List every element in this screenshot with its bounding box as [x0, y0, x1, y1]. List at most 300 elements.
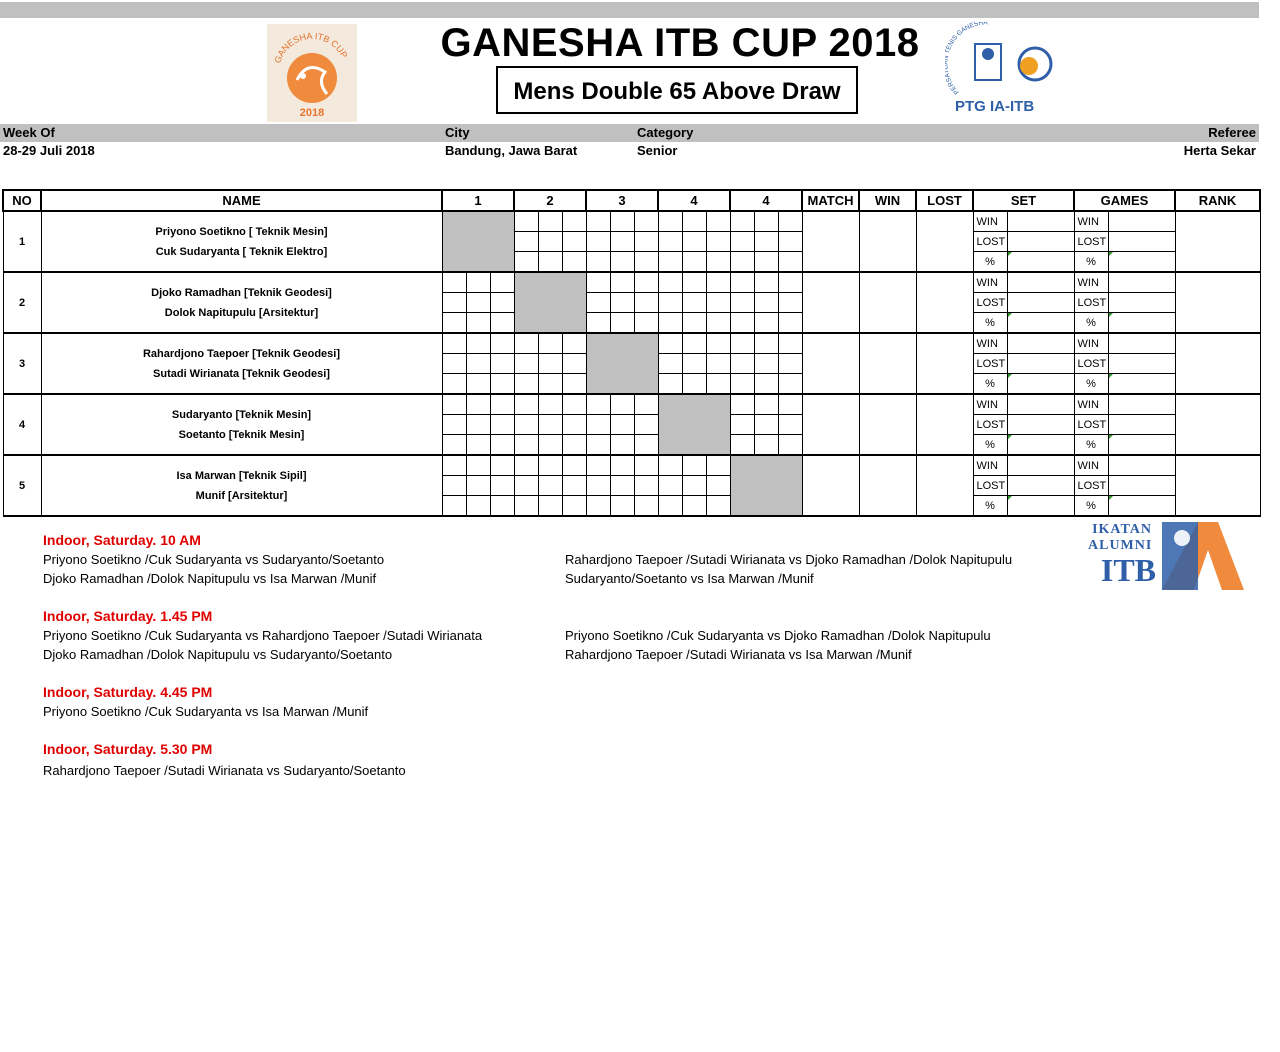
win-cell[interactable]: [859, 272, 916, 333]
set-win-value[interactable]: [1007, 455, 1074, 476]
set-pct-value[interactable]: [1007, 313, 1074, 334]
match-cell[interactable]: [802, 394, 859, 455]
win-cell[interactable]: [859, 394, 916, 455]
score-cell[interactable]: [682, 313, 706, 334]
city-label: City: [445, 125, 470, 140]
score-cell[interactable]: [682, 476, 706, 496]
score-cell[interactable]: [466, 394, 490, 415]
set-lost-label: LOST: [973, 415, 1007, 435]
svg-text:GANESHA ITB CUP: GANESHA ITB CUP: [272, 30, 350, 65]
score-cell[interactable]: [538, 394, 562, 415]
score-cell[interactable]: [586, 435, 610, 456]
score-cell[interactable]: [562, 333, 586, 354]
set-win-value[interactable]: [1007, 211, 1074, 232]
score-cell[interactable]: [610, 415, 634, 435]
row-number: 2: [3, 272, 41, 333]
score-cell[interactable]: [658, 374, 682, 395]
score-cell[interactable]: [706, 374, 730, 395]
score-cell[interactable]: [682, 374, 706, 395]
score-cell[interactable]: [442, 272, 466, 293]
score-cell[interactable]: [538, 455, 562, 476]
score-cell[interactable]: [754, 272, 778, 293]
player-2: Cuk Sudaryanta [ Teknik Elektro]: [155, 245, 328, 258]
score-cell[interactable]: [538, 252, 562, 273]
rank-cell[interactable]: [1175, 455, 1260, 516]
games-lost-label: LOST: [1074, 415, 1108, 435]
score-cell[interactable]: [586, 313, 610, 334]
score-cell[interactable]: [442, 455, 466, 476]
score-cell[interactable]: [778, 374, 802, 395]
set-pct-label: %: [973, 435, 1007, 456]
set-win-value[interactable]: [1007, 333, 1074, 354]
score-cell[interactable]: [466, 374, 490, 395]
score-cell[interactable]: [682, 232, 706, 252]
score-cell[interactable]: [586, 476, 610, 496]
match-cell[interactable]: [802, 455, 859, 516]
score-cell[interactable]: [562, 232, 586, 252]
player-2: Munif [Arsitektur]: [195, 489, 288, 502]
schedule-match: Priyono Soetikno /Cuk Sudaryanta vs Rahardjono Taepoer /Sutadi Wirianata: [43, 628, 483, 643]
comment-marker-icon: [1007, 374, 1013, 380]
score-cell[interactable]: [490, 455, 514, 476]
score-cell[interactable]: [706, 293, 730, 313]
score-cell[interactable]: [658, 232, 682, 252]
score-cell[interactable]: [586, 394, 610, 415]
player-1: Priyono Soetikno [ Teknik Mesin]: [155, 225, 328, 238]
set-pct-value[interactable]: [1007, 435, 1074, 456]
score-cell[interactable]: [706, 333, 730, 354]
score-cell[interactable]: [754, 313, 778, 334]
score-cell[interactable]: [442, 415, 466, 435]
score-cell[interactable]: [586, 455, 610, 476]
score-cell[interactable]: [514, 455, 538, 476]
lost-cell[interactable]: [916, 333, 973, 394]
schedule-match: Rahardjono Taepoer /Sutadi Wirianata vs Sudaryanto/Soetanto: [43, 763, 406, 778]
score-cell[interactable]: [634, 211, 658, 232]
header-no: NO: [3, 190, 41, 211]
score-cell[interactable]: [634, 293, 658, 313]
score-cell[interactable]: [730, 354, 754, 374]
score-cell[interactable]: [706, 354, 730, 374]
category-value: Senior: [637, 143, 678, 158]
games-pct-label: %: [1074, 313, 1108, 334]
score-cell[interactable]: [730, 272, 754, 293]
header-round-5: 4: [730, 190, 802, 211]
ptg-logo: [945, 22, 1065, 117]
set-pct-value[interactable]: [1007, 496, 1074, 517]
score-cell[interactable]: [466, 476, 490, 496]
score-cell[interactable]: [562, 496, 586, 517]
score-cell[interactable]: [466, 455, 490, 476]
score-cell[interactable]: [730, 374, 754, 395]
score-cell[interactable]: [538, 476, 562, 496]
rank-cell[interactable]: [1175, 211, 1260, 272]
score-cell[interactable]: [562, 435, 586, 456]
score-cell[interactable]: [466, 293, 490, 313]
row-number: 1: [3, 211, 41, 272]
player-1: Isa Marwan [Teknik Sipil]: [176, 469, 307, 482]
games-win-value[interactable]: [1108, 455, 1175, 476]
score-cell[interactable]: [490, 496, 514, 517]
score-cell[interactable]: [562, 455, 586, 476]
ganesha-cup-logo: [267, 24, 357, 122]
score-cell[interactable]: [730, 415, 754, 435]
score-cell[interactable]: [754, 211, 778, 232]
score-cell[interactable]: [610, 313, 634, 334]
lost-cell[interactable]: [916, 455, 973, 516]
set-win-value[interactable]: [1007, 394, 1074, 415]
games-lost-label: LOST: [1074, 232, 1108, 252]
set-win-label: WIN: [973, 455, 1007, 476]
score-cell[interactable]: [730, 313, 754, 334]
score-cell[interactable]: [586, 415, 610, 435]
score-cell[interactable]: [466, 496, 490, 517]
score-cell[interactable]: [490, 293, 514, 313]
score-cell[interactable]: [610, 293, 634, 313]
set-pct-value[interactable]: [1007, 374, 1074, 395]
score-cell[interactable]: [586, 496, 610, 517]
score-cell[interactable]: [562, 354, 586, 374]
score-cell[interactable]: [706, 252, 730, 273]
score-cell[interactable]: [610, 211, 634, 232]
score-cell[interactable]: [682, 211, 706, 232]
score-cell[interactable]: [658, 476, 682, 496]
comment-marker-icon: [1108, 374, 1114, 380]
table-row: [3, 272, 1260, 293]
score-cell[interactable]: [442, 435, 466, 456]
score-cell[interactable]: [538, 496, 562, 517]
set-win-label: WIN: [973, 272, 1007, 293]
referee-label: Referee: [1208, 125, 1256, 140]
rank-cell[interactable]: [1175, 394, 1260, 455]
score-cell[interactable]: [610, 252, 634, 273]
score-cell[interactable]: [754, 333, 778, 354]
games-lost-label: LOST: [1074, 476, 1108, 496]
score-cell[interactable]: [658, 272, 682, 293]
score-cell[interactable]: [754, 252, 778, 273]
set-lost-value[interactable]: [1007, 232, 1074, 252]
logo-line1: IKATAN: [1092, 522, 1152, 537]
row-number: 4: [3, 394, 41, 455]
score-cell[interactable]: [466, 272, 490, 293]
score-cell[interactable]: [754, 415, 778, 435]
games-lost-value[interactable]: [1108, 415, 1175, 435]
score-cell[interactable]: [634, 415, 658, 435]
score-cell[interactable]: [538, 415, 562, 435]
score-cell[interactable]: [490, 415, 514, 435]
score-cell[interactable]: [706, 476, 730, 496]
score-cell[interactable]: [514, 252, 538, 273]
score-cell[interactable]: [682, 354, 706, 374]
score-cell[interactable]: [634, 313, 658, 334]
score-cell[interactable]: [754, 374, 778, 395]
games-lost-value[interactable]: [1108, 293, 1175, 313]
set-lost-value[interactable]: [1007, 415, 1074, 435]
score-cell[interactable]: [610, 496, 634, 517]
score-cell[interactable]: [514, 211, 538, 232]
score-cell[interactable]: [634, 272, 658, 293]
score-cell[interactable]: [586, 252, 610, 273]
games-win-label: WIN: [1074, 272, 1108, 293]
score-cell[interactable]: [442, 293, 466, 313]
score-cell[interactable]: [754, 394, 778, 415]
set-pct-label: %: [973, 313, 1007, 334]
games-win-value[interactable]: [1108, 211, 1175, 232]
score-cell[interactable]: [538, 333, 562, 354]
score-cell[interactable]: [586, 293, 610, 313]
score-cell[interactable]: [634, 232, 658, 252]
score-cell[interactable]: [490, 333, 514, 354]
match-cell[interactable]: [802, 211, 859, 272]
score-cell[interactable]: [634, 455, 658, 476]
score-cell[interactable]: [562, 374, 586, 395]
week-value: 28-29 Juli 2018: [3, 143, 95, 158]
score-cell[interactable]: [658, 293, 682, 313]
score-cell[interactable]: [562, 476, 586, 496]
score-cell[interactable]: [466, 415, 490, 435]
score-cell[interactable]: [514, 496, 538, 517]
score-cell[interactable]: [706, 455, 730, 476]
score-cell[interactable]: [658, 313, 682, 334]
score-cell[interactable]: [778, 232, 802, 252]
score-cell[interactable]: [514, 333, 538, 354]
games-win-value[interactable]: [1108, 333, 1175, 354]
score-cell[interactable]: [514, 435, 538, 456]
score-cell[interactable]: [490, 394, 514, 415]
score-cell[interactable]: [778, 415, 802, 435]
self-match-cell: [514, 272, 586, 333]
score-cell[interactable]: [442, 354, 466, 374]
score-cell[interactable]: [490, 435, 514, 456]
score-cell[interactable]: [658, 455, 682, 476]
header-round-2: 2: [514, 190, 586, 211]
score-cell[interactable]: [682, 496, 706, 517]
score-cell[interactable]: [778, 272, 802, 293]
header-lost: LOST: [916, 190, 973, 211]
set-lost-value[interactable]: [1007, 354, 1074, 374]
rank-cell[interactable]: [1175, 272, 1260, 333]
score-cell[interactable]: [682, 333, 706, 354]
score-cell[interactable]: [562, 394, 586, 415]
match-cell[interactable]: [802, 272, 859, 333]
svg-text:PTG IA-ITB: PTG IA-ITB: [955, 98, 1035, 115]
score-cell[interactable]: [658, 354, 682, 374]
table-row: [3, 394, 1260, 415]
set-lost-value[interactable]: [1007, 476, 1074, 496]
header-round-3: 3: [586, 190, 658, 211]
score-cell[interactable]: [778, 211, 802, 232]
score-cell[interactable]: [442, 496, 466, 517]
score-cell[interactable]: [466, 435, 490, 456]
games-pct-value[interactable]: [1108, 313, 1175, 334]
lost-cell[interactable]: [916, 272, 973, 333]
set-pct-value[interactable]: [1007, 252, 1074, 273]
header-name: NAME: [41, 190, 442, 211]
schedule-match: Sudaryanto/Soetanto vs Isa Marwan /Munif: [565, 571, 814, 586]
lost-cell[interactable]: [916, 394, 973, 455]
score-cell[interactable]: [442, 313, 466, 334]
games-pct-label: %: [1074, 496, 1108, 517]
score-cell[interactable]: [466, 333, 490, 354]
games-pct-value[interactable]: [1108, 496, 1175, 517]
score-cell[interactable]: [514, 374, 538, 395]
logo-line3: ITB: [1100, 552, 1156, 588]
score-cell[interactable]: [610, 476, 634, 496]
player-2: Soetanto [Teknik Mesin]: [178, 428, 305, 441]
win-cell[interactable]: [859, 333, 916, 394]
score-cell[interactable]: [562, 211, 586, 232]
score-cell[interactable]: [658, 211, 682, 232]
comment-marker-icon: [1108, 435, 1114, 441]
score-cell[interactable]: [778, 394, 802, 415]
score-cell[interactable]: [610, 435, 634, 456]
score-cell[interactable]: [634, 496, 658, 517]
score-cell[interactable]: [754, 232, 778, 252]
games-win-label: WIN: [1074, 333, 1108, 354]
set-pct-label: %: [973, 252, 1007, 273]
score-cell[interactable]: [562, 252, 586, 273]
score-cell[interactable]: [538, 232, 562, 252]
games-pct-label: %: [1074, 252, 1108, 273]
games-lost-value[interactable]: [1108, 232, 1175, 252]
score-cell[interactable]: [514, 394, 538, 415]
header-games: GAMES: [1074, 190, 1175, 211]
score-cell[interactable]: [730, 293, 754, 313]
score-cell[interactable]: [490, 313, 514, 334]
self-match-cell: [442, 211, 514, 272]
header-rank: RANK: [1175, 190, 1260, 211]
games-lost-value[interactable]: [1108, 476, 1175, 496]
header-win: WIN: [859, 190, 916, 211]
player-2: Sutadi Wirianata [Teknik Geodesi]: [153, 367, 330, 380]
score-cell[interactable]: [730, 252, 754, 273]
score-cell[interactable]: [538, 354, 562, 374]
score-cell[interactable]: [658, 496, 682, 517]
score-cell[interactable]: [514, 232, 538, 252]
score-cell[interactable]: [490, 272, 514, 293]
player-1: Djoko Ramadhan [Teknik Geodesi]: [151, 286, 332, 299]
score-cell[interactable]: [514, 415, 538, 435]
score-cell[interactable]: [514, 354, 538, 374]
score-cell[interactable]: [538, 435, 562, 456]
games-pct-value[interactable]: [1108, 252, 1175, 273]
score-cell[interactable]: [754, 354, 778, 374]
score-cell[interactable]: [706, 272, 730, 293]
score-cell[interactable]: [778, 435, 802, 456]
win-cell[interactable]: [859, 455, 916, 516]
score-cell[interactable]: [778, 293, 802, 313]
score-cell[interactable]: [442, 394, 466, 415]
score-cell[interactable]: [730, 211, 754, 232]
score-cell[interactable]: [706, 232, 730, 252]
score-cell[interactable]: [490, 476, 514, 496]
score-cell[interactable]: [706, 313, 730, 334]
schedule-slot-title: Indoor, Saturday. 5.30 PM: [43, 741, 213, 757]
score-cell[interactable]: [538, 211, 562, 232]
score-cell[interactable]: [562, 415, 586, 435]
set-win-value[interactable]: [1007, 272, 1074, 293]
score-cell[interactable]: [730, 394, 754, 415]
match-cell[interactable]: [802, 333, 859, 394]
score-cell[interactable]: [682, 293, 706, 313]
score-cell[interactable]: [610, 232, 634, 252]
games-win-label: WIN: [1074, 394, 1108, 415]
table-header-row: [3, 190, 1260, 211]
score-cell[interactable]: [442, 476, 466, 496]
city-value: Bandung, Jawa Barat: [445, 143, 578, 158]
score-cell[interactable]: [634, 394, 658, 415]
score-cell[interactable]: [730, 435, 754, 456]
score-cell[interactable]: [490, 374, 514, 395]
score-cell[interactable]: [610, 394, 634, 415]
games-pct-value[interactable]: [1108, 435, 1175, 456]
rank-cell[interactable]: [1175, 333, 1260, 394]
score-cell[interactable]: [442, 333, 466, 354]
score-cell[interactable]: [682, 252, 706, 273]
score-cell[interactable]: [490, 354, 514, 374]
header-match: MATCH: [802, 190, 859, 211]
lost-cell[interactable]: [916, 211, 973, 272]
score-cell[interactable]: [754, 293, 778, 313]
set-lost-value[interactable]: [1007, 293, 1074, 313]
score-cell[interactable]: [466, 354, 490, 374]
draw-table: [2, 189, 1261, 517]
score-cell[interactable]: [610, 455, 634, 476]
score-cell[interactable]: [754, 435, 778, 456]
score-cell[interactable]: [778, 313, 802, 334]
score-cell[interactable]: [586, 211, 610, 232]
score-cell[interactable]: [514, 476, 538, 496]
score-cell[interactable]: [658, 333, 682, 354]
score-cell[interactable]: [538, 374, 562, 395]
win-cell[interactable]: [859, 211, 916, 272]
score-cell[interactable]: [466, 313, 490, 334]
score-cell[interactable]: [634, 252, 658, 273]
games-win-value[interactable]: [1108, 272, 1175, 293]
set-lost-label: LOST: [973, 293, 1007, 313]
info-bar: [0, 124, 1259, 142]
alumni-a-icon: [1158, 520, 1246, 592]
games-win-value[interactable]: [1108, 394, 1175, 415]
score-cell[interactable]: [778, 252, 802, 273]
score-cell[interactable]: [706, 211, 730, 232]
comment-marker-icon: [1007, 252, 1013, 258]
score-cell[interactable]: [682, 455, 706, 476]
score-cell[interactable]: [778, 354, 802, 374]
score-cell[interactable]: [634, 476, 658, 496]
games-lost-value[interactable]: [1108, 354, 1175, 374]
schedule-slot-title: Indoor, Saturday. 4.45 PM: [43, 684, 213, 700]
score-cell[interactable]: [586, 272, 610, 293]
score-cell[interactable]: [658, 252, 682, 273]
games-win-label: WIN: [1074, 211, 1108, 232]
games-pct-value[interactable]: [1108, 374, 1175, 395]
score-cell[interactable]: [634, 435, 658, 456]
score-cell[interactable]: [730, 333, 754, 354]
score-cell[interactable]: [442, 374, 466, 395]
set-lost-label: LOST: [973, 354, 1007, 374]
score-cell[interactable]: [778, 333, 802, 354]
score-cell[interactable]: [730, 232, 754, 252]
score-cell[interactable]: [610, 272, 634, 293]
set-win-label: WIN: [973, 211, 1007, 232]
score-cell[interactable]: [706, 496, 730, 517]
row-number: 5: [3, 455, 41, 516]
set-win-label: WIN: [973, 333, 1007, 354]
score-cell[interactable]: [682, 272, 706, 293]
score-cell[interactable]: [586, 232, 610, 252]
schedule-match: Djoko Ramadhan /Dolok Napitupulu vs Sudaryanto/Soetanto: [43, 647, 393, 662]
